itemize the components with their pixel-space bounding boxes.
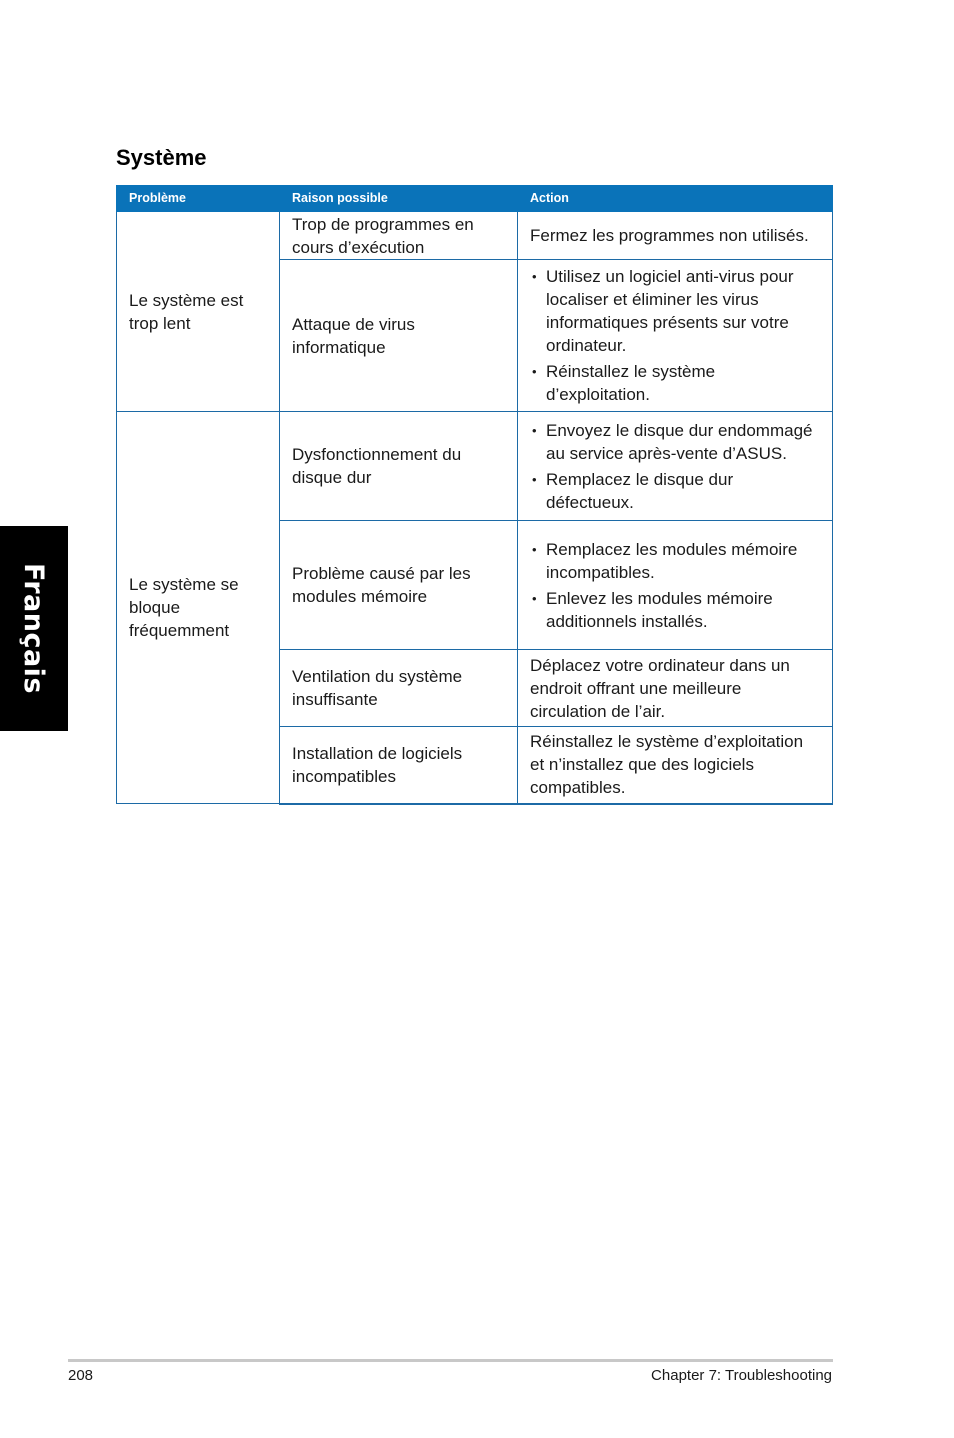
action-cell: Réinstallez le système d’exploitation et n’installez que des logiciels compatibles. bbox=[518, 727, 833, 804]
section-title: Système bbox=[116, 145, 207, 170]
action-bullet: • Utilisez un logiciel anti-virus pour localiser et éliminer les virus informatiques présents sur votre ordinateur. bbox=[530, 265, 820, 357]
action-cell bbox=[518, 521, 833, 650]
chapter-title: Chapter 7: Troubleshooting bbox=[651, 1367, 832, 1384]
table-header-row bbox=[117, 186, 833, 212]
reason-cell: Dysfonctionnement du disque dur bbox=[280, 412, 518, 521]
reason-cell: Installation de logiciels incompatibles bbox=[280, 727, 518, 804]
troubleshooting-table bbox=[116, 185, 833, 805]
language-tab bbox=[0, 526, 68, 731]
action-bullet: • Envoyez le disque dur endommagé au service après-vente d’ASUS. bbox=[530, 419, 820, 465]
header-problem: Problème bbox=[117, 186, 280, 212]
footer-divider bbox=[68, 1359, 833, 1362]
action-bullet: • Réinstallez le système d’exploitation. bbox=[530, 360, 820, 406]
action-list bbox=[530, 265, 820, 406]
reason-cell: Problème causé par les modules mémoire bbox=[280, 521, 518, 650]
table-row bbox=[117, 212, 833, 260]
action-bullet: • Enlevez les modules mémoire additionnels installés. bbox=[530, 587, 820, 633]
action-bullet: • Remplacez les modules mémoire incompatibles. bbox=[530, 538, 820, 584]
action-cell bbox=[518, 412, 833, 521]
header-action: Action bbox=[518, 186, 833, 212]
reason-cell: Ventilation du système insuffisante bbox=[280, 650, 518, 727]
page-number: 208 bbox=[68, 1367, 94, 1384]
language-tab-label: Français bbox=[18, 562, 50, 695]
action-list bbox=[530, 419, 820, 514]
problem-cell: Le système se bloque fréquemment bbox=[117, 412, 280, 804]
action-bullet: • Remplacez le disque dur défectueux. bbox=[530, 468, 820, 514]
action-cell: Fermez les programmes non utilisés. bbox=[518, 212, 833, 260]
reason-cell: Trop de programmes en cours d’exécution bbox=[280, 212, 518, 260]
header-reason: Raison possible bbox=[280, 186, 518, 212]
action-list bbox=[530, 538, 820, 633]
reason-cell: Attaque de virus informatique bbox=[280, 260, 518, 412]
problem-cell: Le système est trop lent bbox=[117, 212, 280, 412]
action-cell bbox=[518, 260, 833, 412]
table-row bbox=[117, 412, 833, 521]
action-cell: Déplacez votre ordinateur dans un endroit offrant une meilleure circulation de l’air. bbox=[518, 650, 833, 727]
